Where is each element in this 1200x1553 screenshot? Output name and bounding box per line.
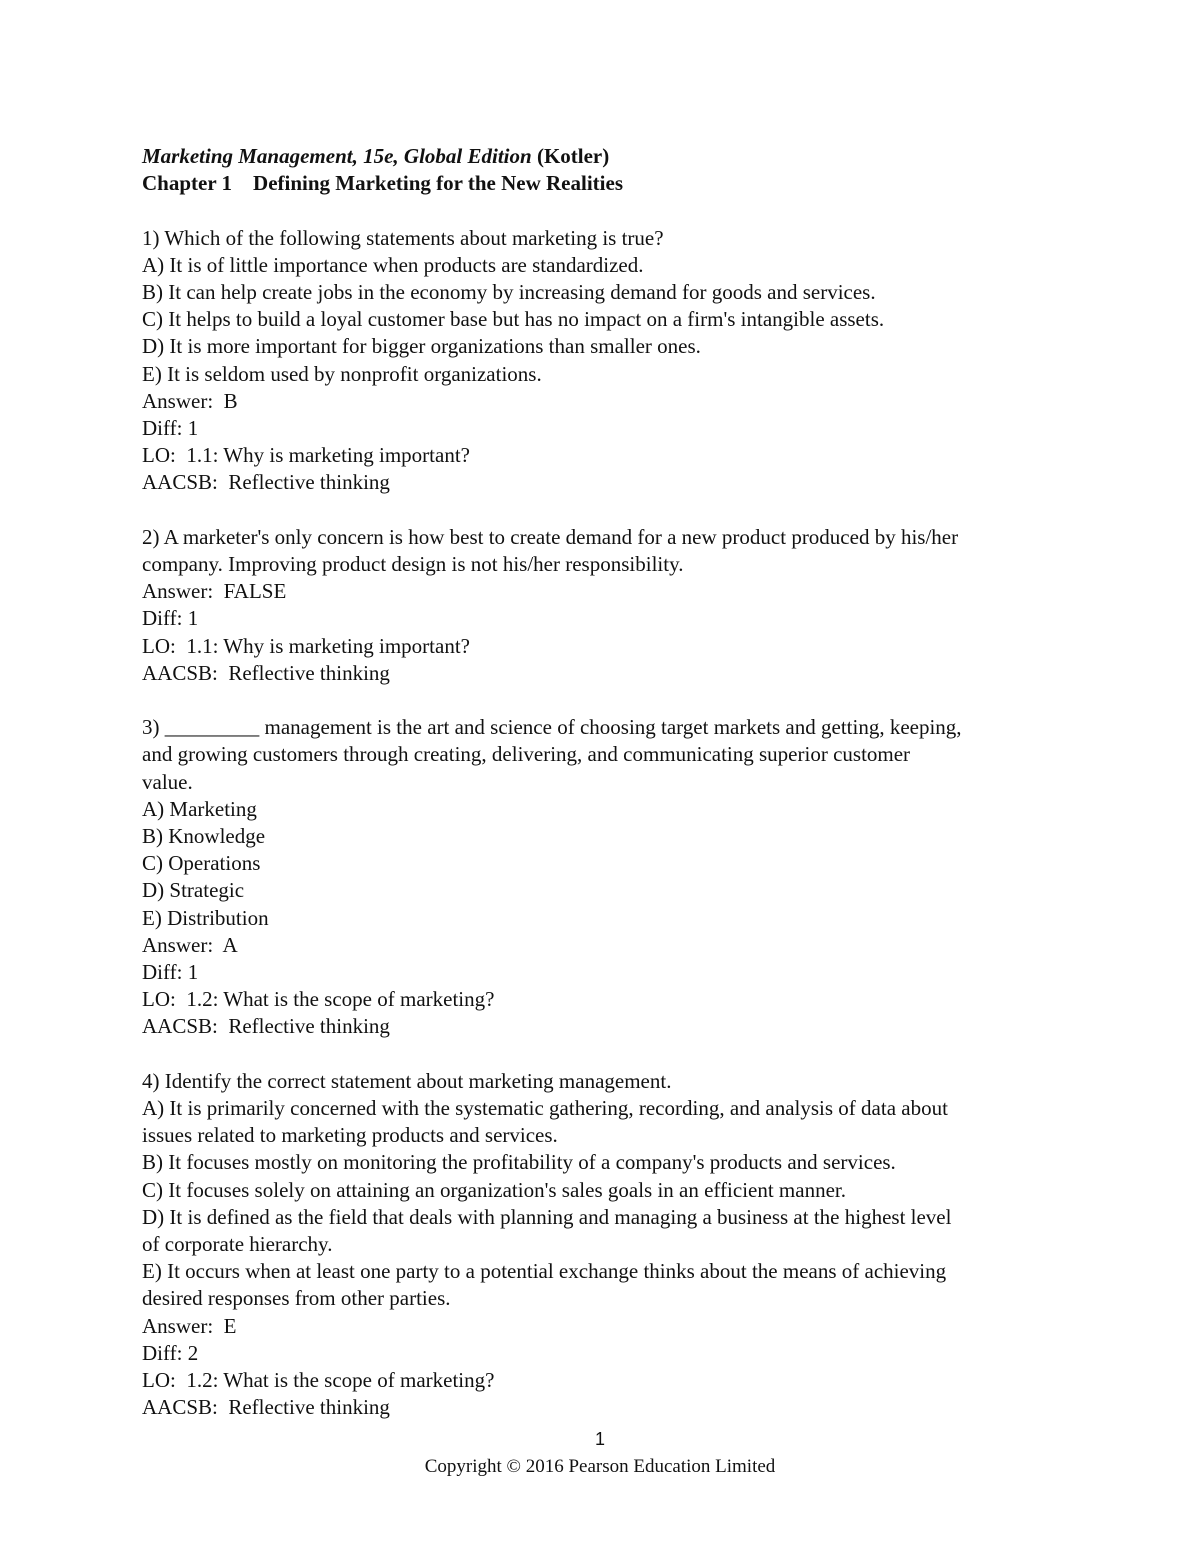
question-line: LO: 1.2: What is the scope of marketing?: [142, 1368, 495, 1393]
spacer: [142, 197, 1072, 224]
question-line: D) It is more important for bigger organizations than smaller ones.: [142, 334, 701, 359]
question-line: C) It focuses solely on attaining an organization's sales goals in an efficient manner.: [142, 1177, 846, 1202]
spacer: [142, 1041, 1072, 1068]
question-line: B) It can help create jobs in the economy by increasing demand for goods and services.: [142, 280, 876, 304]
question-line: desired responses from other parties.: [142, 1286, 451, 1311]
question-line: 3) _________ management is the art and science of choosing target markets and getting, keeping,: [142, 715, 962, 740]
chapter-heading: Chapter 1 Defining Marketing for the New Realities: [142, 171, 623, 196]
question-block: [142, 714, 1072, 1040]
question-line: A) It is of little importance when products are standardized.: [142, 252, 644, 277]
question-block: [142, 1068, 1072, 1422]
question-line: of corporate hierarchy.: [142, 1232, 333, 1257]
question-line: B) Knowledge: [142, 824, 266, 849]
question-block: [142, 524, 1072, 687]
question-line: and growing customers through creating, delivering, and communicating superior customer: [142, 742, 911, 767]
question-line: C) It helps to build a loyal customer base but has no impact on a firm's intangible assets.: [142, 307, 885, 332]
question-line: Answer: FALSE: [142, 579, 287, 604]
document-title: [142, 143, 1072, 170]
question-line: D) Strategic: [142, 878, 245, 903]
question-line: issues related to marketing products and services.: [142, 1123, 558, 1148]
question-line: company. Improving product design is not his/her responsibility.: [142, 552, 684, 577]
question-line: 1) Which of the following statements about marketing is true?: [142, 225, 664, 250]
book-author: (Kotler): [531, 144, 610, 168]
question-line: E) It is seldom used by nonprofit organizations.: [142, 361, 542, 386]
question-line: Answer: A: [142, 932, 238, 957]
question-line: value.: [142, 769, 193, 794]
question-line: Diff: 1: [142, 960, 199, 985]
question-line: Diff: 1: [142, 606, 199, 631]
question-line: LO: 1.1: Why is marketing important?: [142, 443, 470, 468]
book-title: Marketing Management, 15e, Global Edition: [142, 144, 532, 168]
page-number: 1: [594, 1429, 605, 1449]
question-line: Diff: 2: [142, 1340, 199, 1365]
question-line: E) Distribution: [142, 905, 269, 930]
question-line: E) It occurs when at least one party to a potential exchange thinks about the means of achieving: [142, 1259, 947, 1284]
spacer: [142, 497, 1072, 524]
question-line: Answer: E: [142, 1313, 237, 1338]
question-line: LO: 1.2: What is the scope of marketing?: [142, 987, 495, 1012]
question-line: AACSB: Reflective thinking: [142, 1395, 390, 1420]
question-line: Diff: 1: [142, 416, 199, 441]
question-line: AACSB: Reflective thinking: [142, 1014, 390, 1039]
question-line: C) Operations: [142, 851, 261, 876]
copyright-notice: Copyright © 2016 Pearson Education Limited: [424, 1456, 776, 1477]
question-line: AACSB: Reflective thinking: [142, 660, 390, 685]
spacer: [142, 687, 1072, 714]
question-line: D) It is defined as the field that deals with planning and managing a business at the highest level: [142, 1204, 952, 1229]
document-body: [142, 143, 1072, 1421]
question-line: 4) Identify the correct statement about marketing management.: [142, 1068, 672, 1093]
question-line: AACSB: Reflective thinking: [142, 470, 390, 495]
question-line: A) It is primarily concerned with the systematic gathering, recording, and analysis of data about: [142, 1096, 948, 1121]
question-line: B) It focuses mostly on monitoring the profitability of a company's products and services.: [142, 1150, 896, 1175]
question-line: LO: 1.1: Why is marketing important?: [142, 633, 470, 658]
question-list: [142, 225, 1072, 1422]
question-line: Answer: B: [142, 388, 238, 413]
question-block: [142, 225, 1072, 497]
question-line: A) Marketing: [142, 796, 257, 821]
question-line: 2) A marketer's only concern is how best to create demand for a new product produced by his/her: [142, 524, 959, 549]
